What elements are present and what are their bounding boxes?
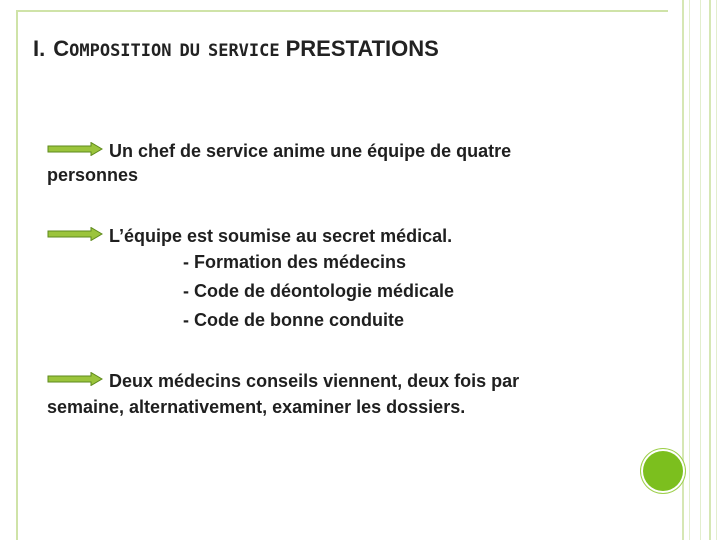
bullet-text: semaine, alternativement, examiner les dossiers.: [47, 397, 466, 417]
sub-item: - Code de déontologie médicale: [183, 281, 455, 301]
sub-item: - Code de bonne conduite: [183, 310, 404, 330]
border-line: [682, 0, 684, 540]
bullet-item: [47, 225, 452, 249]
border-line: [709, 0, 711, 540]
title-word: DU: [179, 41, 200, 61]
bullet-continuation: [47, 396, 465, 419]
bullet-continuation: [47, 164, 138, 187]
right-arrow-icon: [47, 369, 103, 392]
frame-left-line: [16, 10, 18, 540]
border-line: [700, 0, 701, 540]
title-initial: C: [53, 36, 70, 61]
bullet-item: [47, 370, 519, 394]
sub-item: - Formation des médecins: [183, 252, 407, 272]
title-word: OMPOSITION: [69, 41, 172, 61]
right-arrow-icon: [47, 139, 103, 162]
title-word: PRESTATIONS: [285, 36, 439, 61]
title-roman: I.: [33, 36, 46, 61]
bullet-text: Un chef de service anime une équipe de quatre: [109, 141, 512, 161]
bullet-text: Deux médecins conseils viennent, deux fois par: [109, 371, 520, 391]
green-circle-icon: [641, 449, 685, 493]
bullet-text: L’équipe est soumise au secret médical.: [109, 226, 453, 246]
bullet-item: [47, 140, 511, 164]
page-title: [33, 36, 439, 62]
bullet-text: personnes: [47, 165, 139, 185]
right-arrow-icon: [47, 224, 103, 247]
title-word: SERVICE: [207, 41, 280, 61]
border-line: [716, 0, 717, 540]
border-line: [689, 0, 690, 540]
frame-top-line: [16, 10, 668, 12]
